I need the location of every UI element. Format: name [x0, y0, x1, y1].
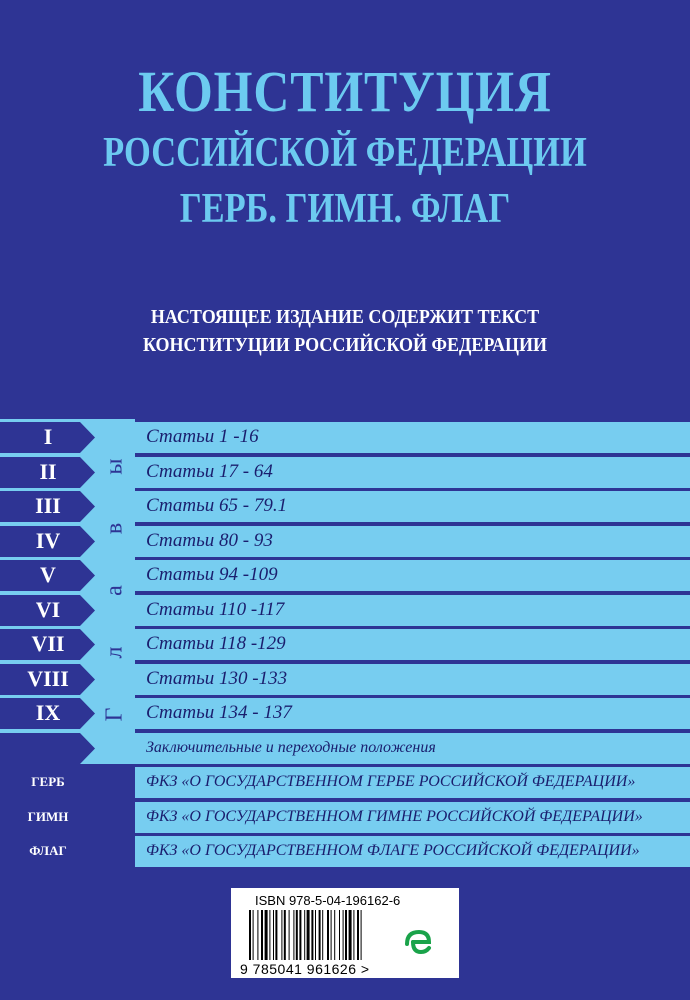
chapter-articles: Статьи 17 - 64: [146, 460, 273, 482]
edition-note: [0, 303, 690, 359]
contents-table: [0, 419, 690, 866]
eksmo-logo-icon: [395, 920, 441, 966]
barcode-bars: [249, 910, 389, 962]
law-abbreviation: ФЛАГ: [29, 843, 67, 858]
chapter-articles: Статьи 134 - 137: [146, 702, 292, 723]
chapter-tab: [0, 491, 96, 522]
law-title: ФКЗ «О ГОСУДАРСТВЕННОМ ФЛАГЕ РОССИЙСКОЙ ФЕДЕРАЦИИ»: [146, 842, 640, 859]
chapter-numeral: V: [40, 562, 56, 587]
chapter-articles: Статьи 130 -133: [146, 667, 288, 689]
chapter-tab: [0, 733, 96, 764]
chapter-articles: Заключительные и переходные положения: [146, 738, 436, 756]
law-tab: [0, 802, 96, 833]
chapter-numeral: VII: [31, 631, 65, 656]
title-line-3: ГЕРБ. ГИМН. ФЛАГ: [179, 186, 511, 232]
book-title: [0, 60, 690, 234]
law-tab: [0, 767, 96, 798]
chapter-numeral: VIII: [27, 665, 69, 691]
law-row: [0, 767, 690, 798]
law-tab: [0, 836, 96, 867]
chapter-numeral: VI: [35, 596, 61, 622]
chapter-articles: Статьи 80 - 93: [146, 529, 273, 551]
chapter-articles: Статьи 94 -109: [146, 564, 278, 585]
title-line-1: КОНСТИТУЦИЯ: [138, 59, 552, 124]
chapter-tab: [0, 457, 96, 488]
chapters-label-letter: ы: [101, 458, 128, 475]
edition-note-line-2: КОНСТИТУЦИИ РОССИЙСКОЙ ФЕДЕРАЦИИ: [142, 334, 548, 356]
chapter-tab: [0, 595, 96, 626]
law-abbreviation: ГИМН: [27, 808, 69, 824]
chapter-tab: [0, 629, 96, 660]
chapter-numeral: IX: [35, 700, 61, 725]
chapter-tab: [0, 698, 96, 729]
law-title: ФКЗ «О ГОСУДАРСТВЕННОМ ГИМНЕ РОССИЙСКОЙ ФЕДЕРАЦИИ»: [146, 807, 643, 825]
chapter-numeral: IV: [35, 527, 61, 553]
chapter-tab: [0, 560, 96, 591]
chapter-tab: [0, 664, 96, 695]
chapter-tab: [0, 422, 96, 453]
law-title: ФКЗ «О ГОСУДАРСТВЕННОМ ГЕРБЕ РОССИЙСКОЙ ФЕДЕРАЦИИ»: [146, 773, 636, 790]
law-row: [0, 802, 690, 833]
chapter-numeral: I: [43, 424, 53, 449]
title-line-2: РОССИЙСКОЙ ФЕДЕРАЦИИ: [103, 130, 587, 176]
chapters-label-letter: Г: [101, 707, 128, 722]
chapters-label-letter: в: [101, 522, 128, 535]
isbn-text: ISBN 978-5-04-196162-6: [255, 893, 401, 908]
chapters-label-letter: а: [101, 585, 128, 596]
chapter-articles: Статьи 65 - 79.1: [146, 495, 288, 516]
law-row: [0, 836, 690, 867]
chapter-articles: Статьи 110 -117: [146, 598, 285, 620]
chapter-articles: Статьи 1 -16: [146, 426, 259, 447]
chapters-vertical-label: [96, 429, 134, 739]
law-abbreviation: ГЕРБ: [31, 774, 65, 789]
barcode-digits: 9 785041 961626 >: [240, 961, 370, 977]
chapter-tab: [0, 526, 96, 557]
chapter-numeral: II: [39, 458, 57, 484]
chapters-label-letter: л: [101, 646, 128, 659]
chapter-articles: Статьи 118 -129: [146, 633, 286, 654]
edition-note-line-1: НАСТОЯЩЕЕ ИЗДАНИЕ СОДЕРЖИТ ТЕКСТ: [150, 306, 540, 328]
chapter-numeral: III: [35, 493, 61, 518]
